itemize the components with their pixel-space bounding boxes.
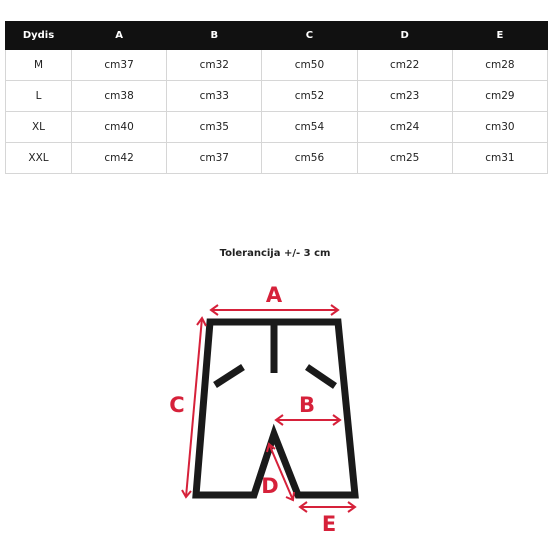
table-row (6, 143, 548, 174)
table-cell: cm52 (262, 81, 357, 112)
table-cell: XL (6, 112, 72, 143)
table-cell: cm50 (262, 50, 357, 81)
table-cell: cm56 (262, 143, 357, 174)
table-cell: cm37 (167, 143, 262, 174)
table-cell: L (6, 81, 72, 112)
table-row (6, 50, 548, 81)
table-cell: cm29 (452, 81, 547, 112)
right-pocket-line (307, 367, 335, 386)
table-cell: cm23 (357, 81, 452, 112)
shorts-outline (196, 322, 355, 495)
table-cell: cm33 (167, 81, 262, 112)
label-b: B (298, 393, 316, 417)
label-d: D (261, 474, 279, 498)
table-row (6, 81, 548, 112)
table-cell: cm35 (167, 112, 262, 143)
table-cell: cm42 (72, 143, 167, 174)
table-cell: cm32 (167, 50, 262, 81)
label-e: E (321, 512, 337, 536)
label-c: C (169, 393, 185, 417)
table-cell: XXL (6, 143, 72, 174)
table-cell: cm54 (262, 112, 357, 143)
shorts-measurement-diagram (0, 270, 550, 540)
table-cell: cm24 (357, 112, 452, 143)
table-row (6, 112, 548, 143)
label-a: A (265, 283, 283, 307)
table-cell: cm38 (72, 81, 167, 112)
table-cell: cm25 (357, 143, 452, 174)
header-a: A (72, 22, 167, 50)
table-cell: cm31 (452, 143, 547, 174)
size-table (5, 21, 548, 174)
table-cell: cm40 (72, 112, 167, 143)
header-b: B (167, 22, 262, 50)
table-cell: cm22 (357, 50, 452, 81)
header-size: Dydis (6, 22, 72, 50)
table-cell: cm30 (452, 112, 547, 143)
table-header-row (6, 22, 548, 50)
table-cell: cm37 (72, 50, 167, 81)
table-cell: cm28 (452, 50, 547, 81)
header-e: E (452, 22, 547, 50)
left-pocket-line (215, 367, 243, 385)
table-cell: M (6, 50, 72, 81)
header-d: D (357, 22, 452, 50)
tolerance-note: Tolerancija +/- 3 cm (219, 248, 331, 259)
header-c: C (262, 22, 357, 50)
